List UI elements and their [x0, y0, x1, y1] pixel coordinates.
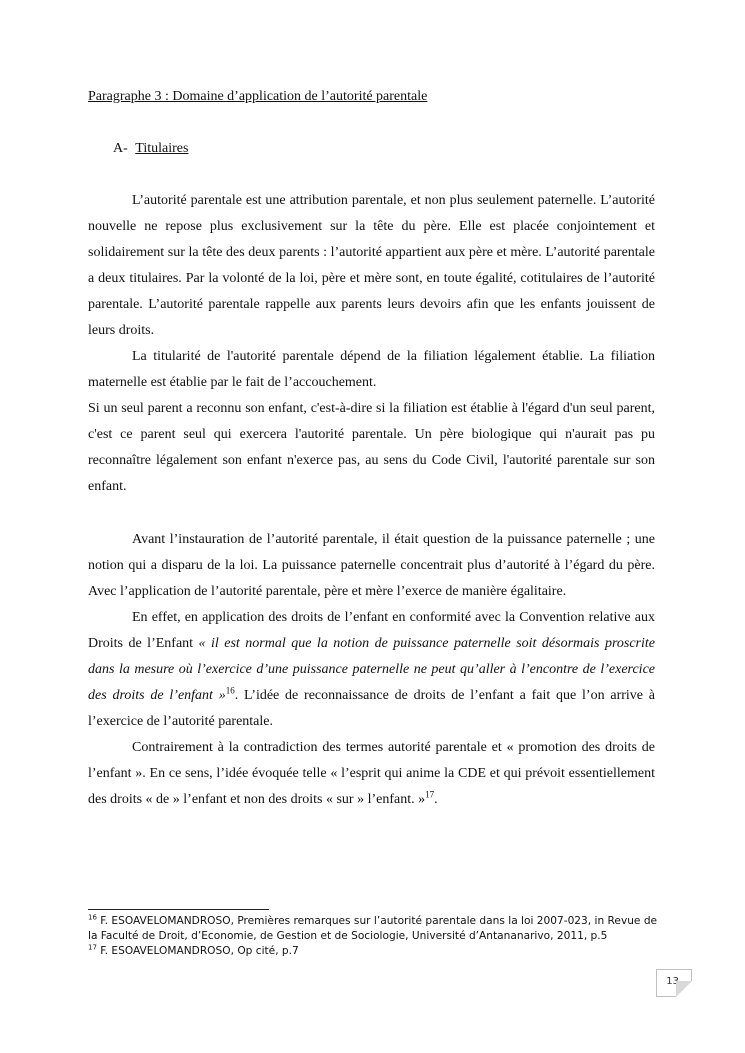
- subsection-label: Titulaires: [135, 141, 189, 156]
- paragraph-1: L’autorité parentale est une attribution parentale, et non plus seulement paternelle. L’autorité nouvelle ne repose plus exclusivement sur la tête du père. Elle est placée conjointement et solidairement sur la tête des deux parents : l’autorité appartient aux père et mère. L’autorité parentale a deux titulaires. Par la volonté de la loi, père et mère sont, en toute égalité, cotitulaires de l’autorité parentale. L’autorité parentale rappelle aux parents leurs devoirs afin que les enfants jouissent de leurs droits.: [88, 193, 655, 338]
- footnotes: [88, 914, 668, 959]
- footnote-separator: [88, 909, 269, 910]
- body-text-block-2: [88, 527, 655, 813]
- paragraph-5-quote: « il est normal que la notion de puissance paternelle soit désormais proscrite dans la mesure où l’exercice d’une puissance paternelle ne peut qu’aller à l’encontre de l’exercice des droits de l’enfant »: [88, 636, 655, 703]
- footnote-17: [88, 944, 668, 959]
- footnote-text: F. ESOAVELOMANDROSO, Op cité, p.7: [96, 945, 299, 957]
- footnote-ref-17[interactable]: 17: [425, 789, 435, 800]
- footnote-16: [88, 914, 668, 944]
- paragraph-4: Avant l’instauration de l’autorité parentale, il était question de la puissance paternelle ; une notion qui a disparu de la loi. La puissance paternelle concentrait plus d’autorité à l’égard du père. Avec l’application de l’autorité parentale, père et mère l’exerce de manière égalitaire.: [88, 532, 655, 599]
- section-heading: Paragraphe 3 : Domaine d’application de l’autorité parentale: [88, 89, 428, 104]
- footnote-text: F. ESOAVELOMANDROSO, Premières remarques sur l’autorité parentale dans la loi 2007-023, in Revue de la Faculté de Droit, d’Economie, de Gestion et de Sociologie, Université d’Antananarivo, 2011, p.5: [88, 915, 658, 942]
- paragraph-5-end: . L’idée de reconnaissance de droits de l’enfant a fait que l’on arrive à l’exercice de l’autorité parentale.: [88, 688, 656, 729]
- page-curl-icon: [676, 981, 692, 997]
- page-number-box: [656, 969, 692, 997]
- subsection-marker: A-: [113, 141, 128, 156]
- paragraph-5: [88, 605, 655, 735]
- paragraph-6-text: Contrairement à la contradiction des termes autorité parentale et « promotion des droits de l’enfant ». En ce sens, l’idée évoquée telle « l’esprit qui anime la CDE et qui prévoit essentiellement des droits « de » l’enfant et non des droits « sur » l’enfant. »: [88, 740, 655, 807]
- footnote-number: 16: [88, 913, 97, 922]
- paragraph-6-end: .: [434, 792, 438, 807]
- paragraph-5-start: En effet, en application des droits de l’enfant en conformité avec la Convention relative aux Droits de l’Enfant: [88, 610, 655, 651]
- page-number: 13: [666, 976, 679, 987]
- paragraph-3: Si un seul parent a reconnu son enfant, c'est-à-dire si la filiation est établie à l'égard d'un seul parent, c'est ce parent seul qui exercera l'autorité parentale. Un père biologique qui n'aurait pas pu reconnaître légalement son enfant n'exerce pas, au sens du Code Civil, l'autorité parentale sur son enfant.: [88, 401, 655, 494]
- footnote-number: 17: [88, 943, 97, 952]
- body-text-block-1: [88, 188, 655, 500]
- footnote-ref-16[interactable]: 16: [225, 685, 235, 696]
- subsection-heading: [113, 141, 188, 157]
- paragraph-2: La titularité de l'autorité parentale dépend de la filiation légalement établie. La filiation maternelle est établie par le fait de l’accouchement.: [88, 349, 655, 390]
- paragraph-6: [88, 735, 655, 813]
